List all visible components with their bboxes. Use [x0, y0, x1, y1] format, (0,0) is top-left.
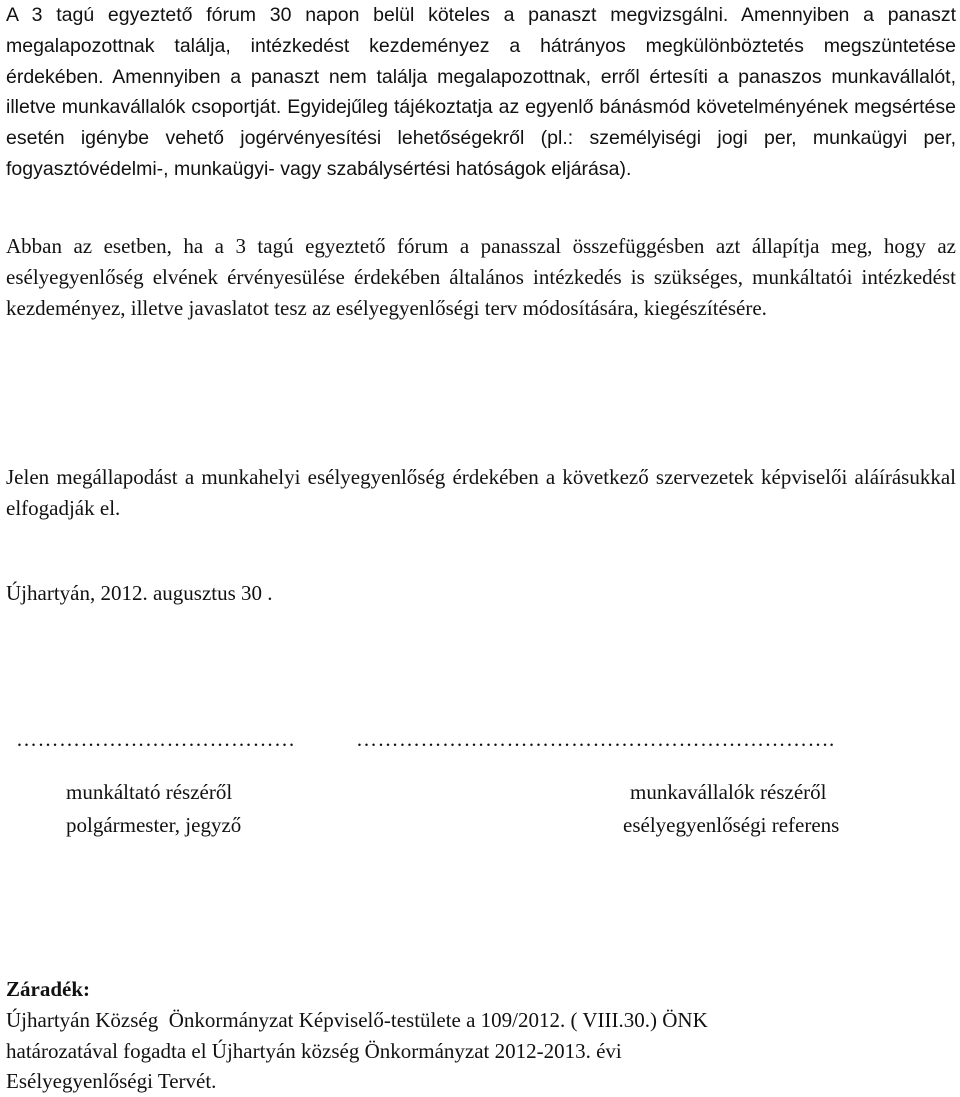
complaint-procedure-paragraph: A 3 tagú egyeztető fórum 30 napon belül köteles a panaszt megvizsgálni. Amennyiben a panaszt megalapozottnak találja, intézkedést kezdeményez a hátrányos megkülönböztetés megszüntetése érdekében. Amennyiben a panaszt nem találja megalapozottnak, erről értesíti a panaszos munkavállalót, illetve munkavállalók csoportját. Egyidejűleg tájékoztatja az egyenlő bánásmód követelményének megsértése esetén igénybe vehető jogérvényesítési lehetőségekről (pl.: személyiségi jogi per, munkaügyi per, fogyasztóvédelmi-, munkaügyi- vagy szabálysértési hatóságok eljárása). [6, 4, 956, 180]
clause-section [6, 974, 956, 1097]
clause-line: Esélyegyenlőségi Tervét. [6, 1069, 217, 1094]
clause-heading: Záradék: [6, 977, 90, 1001]
employee-signature-title: esélyegyenlőségi referens [623, 813, 840, 837]
employer-signature-title: polgármester, jegyző [66, 813, 242, 837]
employee-signature-block [623, 776, 839, 842]
general-measure-paragraph: Abban az esetben, ha a 3 tagú egyeztető fórum a panasszal összefüggésben azt állapítja meg, hogy az esélyegyenlőség elvének érvényesülése érdekében általános intézkedés is szükséges, munkáltatói intézkedést kezdeményez, illetve javaslatot tesz az esélyegyenlőségi terv módosítására, kiegészítésére. [6, 234, 956, 320]
clause-line: határozatával fogadta el Újhartyán község Önkormányzat 2012-2013. évi [6, 1038, 622, 1063]
employer-signature-role: munkáltató részéről [66, 780, 233, 804]
agreement-paragraph: Jelen megállapodást a munkahelyi esélyegyenlőség érdekében a következő szervezetek képviselői aláírásukkal elfogadják el. [6, 465, 956, 520]
employer-signature-block [66, 776, 241, 842]
signature-line-right: …………………………………………………………. [356, 727, 835, 751]
signature-line-left: ………………………………… [16, 727, 296, 751]
clause-line: Újhartyán Község Önkormányzat Képviselő-testülete a 109/2012. ( VIII.30.) ÖNK [6, 1007, 708, 1032]
employee-signature-role: munkavállalók részéről [630, 780, 827, 804]
place-and-date: Újhartyán, 2012. augusztus 30 . [6, 581, 273, 605]
